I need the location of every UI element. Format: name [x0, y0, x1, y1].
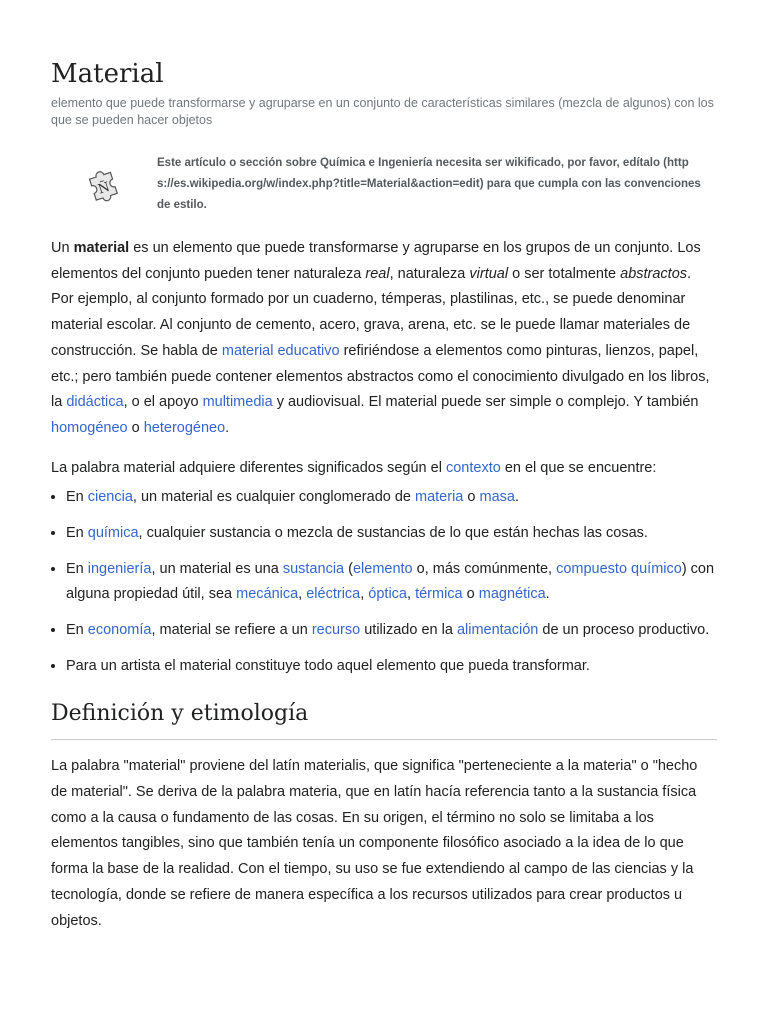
list-item-ingenieria: • En ingeniería, un material es una sustancia (elemento o, más comúnmente, compuesto químico) con alguna propiedad útil, sea mecánica, eléctrica, óptica, térmica o magnética. — [66, 557, 717, 607]
link-alimentacion[interactable]: alimentación — [456, 622, 539, 639]
meanings-list — [51, 485, 717, 679]
meanings-intro: La palabra material adquiere diferentes significados según el contexto en el que se encuentre: — [51, 459, 657, 476]
link-materia[interactable]: materia — [415, 489, 464, 506]
puzzle-piece-icon — [51, 165, 157, 205]
list-item-artista: • Para un artista el material constituye todo aquel elemento que pueda transformar. — [66, 654, 717, 679]
intro-paragraph: Un material es un elemento que puede transformarse y agruparse en los grupos de un conjunto. Los elementos del conjunto pueden tener naturaleza real, naturaleza virtual o ser totalmente abstractos. Por ejemplo, al conjunto formado por un cuaderno, témperas, plastilinas, etc., se puede denominar material escolar. Al conjunto de cemento, acero, grava, arena, etc. se le puede llamar materiales de construcción. Se habla de material educativo refiriéndose a elementos como pinturas, lienzos, papel, etc.; pero también puede contener elementos abstractos como el conocimiento divulgado en los libros, la didáctica, o el apoyo multimedia y audiovisual. El material puede ser simple o complejo. Y también homogéneo o heterogéneo. — [51, 240, 710, 436]
svg-text:Ñ: Ñ — [96, 179, 112, 198]
section-heading-definicion: Definición y etimología — [51, 699, 717, 740]
link-elemento[interactable]: elemento — [352, 561, 413, 578]
link-homogeneo[interactable]: homogéneo — [51, 419, 128, 436]
link-optica[interactable]: óptica — [368, 586, 407, 603]
link-quimica[interactable]: química — [87, 525, 139, 542]
notice-text: Este artículo o sección sobre Química e Ingeniería necesita ser wikificado, por favor, edítalo (http s://es.wikipedia.org/w/index.php?title=Material&action=edit) para que cumpla con las convenciones de estilo. — [157, 157, 701, 211]
link-contexto[interactable]: contexto — [445, 459, 501, 476]
link-masa[interactable]: masa — [479, 489, 515, 506]
link-economia[interactable]: economía — [87, 622, 152, 639]
link-sustancia[interactable]: sustancia — [282, 561, 345, 578]
link-didactica[interactable]: didáctica — [66, 394, 124, 411]
page-title: Material — [51, 59, 164, 89]
list-item-quimica: • En química, cualquier sustancia o mezcla de sustancias de lo que están hechas las cosas. — [66, 521, 717, 546]
link-ciencia[interactable]: ciencia — [87, 489, 133, 506]
link-recurso[interactable]: recurso — [311, 622, 361, 639]
link-mecanica[interactable]: mecánica — [236, 586, 299, 603]
link-termica[interactable]: térmica — [415, 586, 463, 603]
page-subtitle: elemento que puede transformarse y agruparse en un conjunto de características similares (mezcla de algunos) con los que se pueden hacer objetos — [51, 96, 714, 127]
link-material-educativo[interactable]: material educativo — [221, 342, 340, 359]
list-item-ciencia: • En ciencia, un material es cualquier conglomerado de materia o masa. — [66, 485, 717, 510]
term-material: material — [73, 240, 130, 256]
link-electrica[interactable]: eléctrica — [306, 586, 361, 603]
link-multimedia[interactable]: multimedia — [202, 394, 273, 411]
link-ingenieria[interactable]: ingeniería — [87, 561, 152, 578]
wikify-notice — [51, 153, 717, 216]
list-item-economia: • En economía, material se refiere a un recurso utilizado en la alimentación de un proceso productivo. — [66, 618, 717, 643]
definicion-paragraph: La palabra "material" proviene del latín materialis, que significa "perteneciente a la materia" o "hecho de material". Se deriva de la palabra materia, que en latín hacía referencia tanto a la sustancia física como a la causa o fundamento de las cosas. En su origen, el término no solo se limitaba a los elementos tangibles, sino que también tenía un componente filosófico asociado a la idea de lo que forma la base de la realidad. Con el tiempo, su uso se fue extendiendo al campo de las ciencias y la tecnología, donde se refiere de manera específica a los recursos utilizados para crear productos u objetos. — [51, 758, 698, 929]
link-compuesto-quimico[interactable]: compuesto químico — [556, 561, 682, 578]
link-magnetica[interactable]: magnética — [478, 586, 546, 603]
link-heterogeneo[interactable]: heterogéneo — [143, 419, 226, 436]
